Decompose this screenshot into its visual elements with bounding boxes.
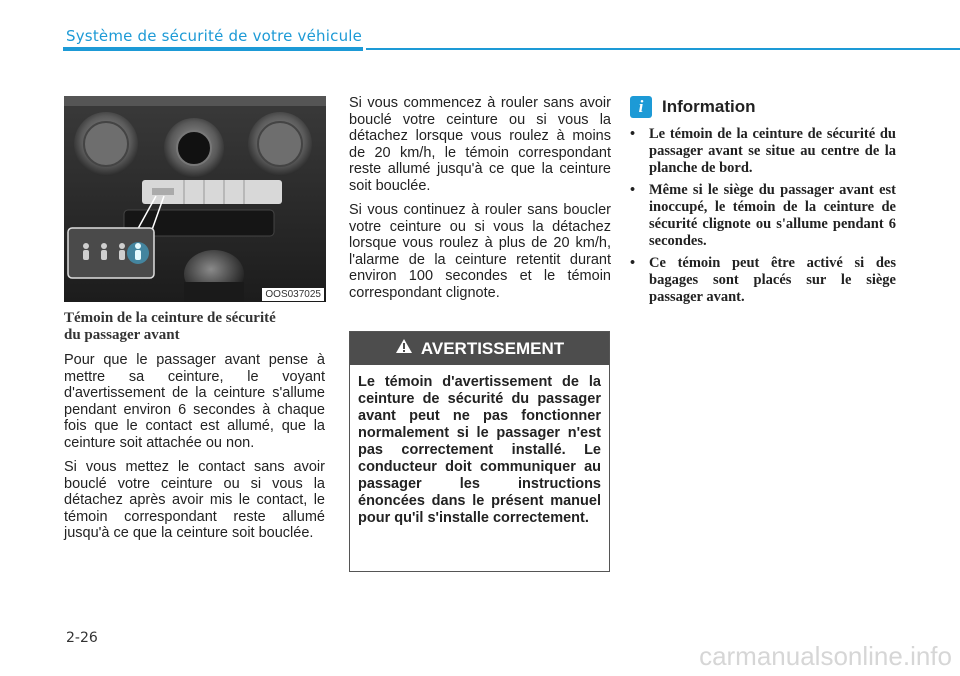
info-icon: i [630,96,652,118]
column-left [64,310,325,550]
warning-triangle-icon [395,338,413,359]
paragraph: Si vous commencez à rouler sans avoir bouclé votre ceinture ou si vous la détachez lorsque vous roulez à moins de 20 km/h, le témoin correspondant reste allumé jusqu'à ce que la ceinture soit bouclée. [349,95,611,194]
header-accent-bar [63,47,363,51]
subheading-line-1: Témoin de la ceinture de sécurité [64,310,276,326]
list-item: • Même si le siège du passager avant est inoccupé, le témoin de la ceinture de sécurité clignote ou s'allume pendant 6 secondes. [630,182,896,249]
dashboard-illustration [64,96,326,302]
warning-header [350,332,609,365]
subheading-line-2: du passager avant [64,327,180,343]
paragraph: Si vous mettez le contact sans avoir bouclé votre ceinture ou si vous la détachez après avoir mis le contact, le témoin correspondant reste allumé jusqu'à ce que la ceinture soit bouclée. [64,459,325,541]
information-header [630,96,896,118]
list-item: • Le témoin de la ceinture de sécurité du passager avant se situe au centre de la planche de bord. [630,126,896,176]
information-list [630,126,896,306]
column-middle [349,95,611,309]
warning-box [349,331,610,572]
column-right [630,96,896,311]
header-rule [366,48,960,50]
dashboard-photo [64,96,326,302]
warning-title: AVERTISSEMENT [420,338,565,358]
information-title: Information [662,97,756,116]
page-number: 2-26 [66,630,98,646]
paragraph: Si vous continuez à rouler sans boucler votre ceinture ou si vous la détachez lorsque vous roulez à plus de 20 km/h, l'alarme de la ceinture retentit durant environ 100 secondes et le témoin correspondant clignote. [349,202,611,301]
paragraph: Pour que le passager avant pense à mettre sa ceinture, le voyant d'avertissement de la ceinture s'allume pendant environ 6 secondes à chaque fois que le contact est allumé, que la ceinture soit attachée ou non. [64,352,325,451]
photo-reference-code: OOS037025 [262,288,324,301]
section-header-title: Système de sécurité de votre véhicule [66,27,363,45]
subheading [64,310,325,344]
watermark: carmanualsonline.info [699,641,952,671]
list-item: • Ce témoin peut être activé si des bagages sont placés sur le siège passager avant. [630,255,896,305]
warning-text: Le témoin d'avertissement de la ceinture de sécurité du passager avant peut ne pas fonctionner normalement si le passager n'est pas correctement installé. Le conducteur doit communiquer au passager les instructions énoncées dans le présent manuel pour qu'il s'installe correctement. [358,374,601,526]
